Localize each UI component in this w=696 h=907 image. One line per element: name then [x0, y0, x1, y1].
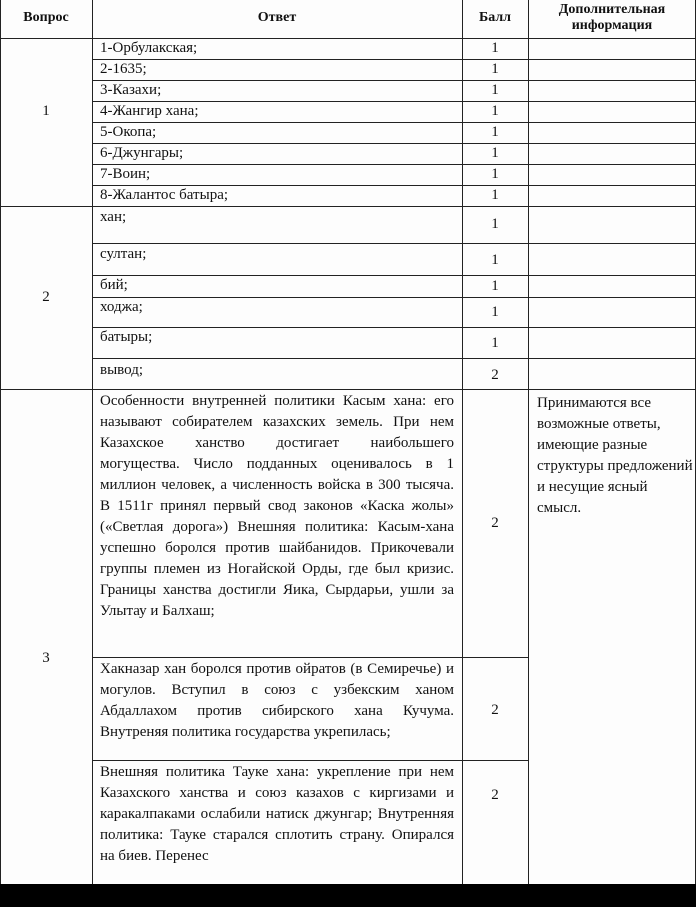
answer-cell: вывод;: [100, 362, 144, 378]
grid-line: [92, 327, 696, 328]
score-cell: 1: [491, 82, 499, 98]
grid-line: [92, 358, 696, 359]
score-cell: 1: [491, 61, 499, 77]
grid-line: [92, 760, 529, 761]
answer-paragraph: Внешняя политика Тауке хана: укрепление при нем Казахского ханства и союз казахов с киргизами и каракалпаками ослабили натиск джунгар; Внутренняя политика: Тауке старался сплотить страну. Опирался на биев. Перенес: [100, 764, 454, 864]
header-extra: Дополнительная информация: [558, 2, 666, 33]
score-cell: 2: [491, 787, 499, 803]
answer-cell: 1-Орбулакская;: [100, 40, 198, 56]
grid-line: [0, 0, 1, 884]
grid-line: [92, 0, 93, 884]
answer-cell: 2-1635;: [100, 61, 147, 77]
answer-cell: батыры;: [100, 329, 153, 345]
answer-cell: 3-Казахи;: [100, 82, 162, 98]
question-number-1: 1: [42, 103, 50, 119]
score-cell: 2: [491, 702, 499, 718]
grid-line: [92, 164, 696, 165]
answer-cell: 8-Жалантос батыра;: [100, 187, 229, 203]
score-cell: 1: [491, 166, 499, 182]
grid-line: [528, 0, 529, 884]
question-number-3: 3: [42, 650, 50, 666]
grid-line: [0, 389, 696, 390]
grid-line: [92, 122, 696, 123]
score-cell: 1: [491, 40, 499, 56]
score-cell: 1: [491, 124, 499, 140]
score-cell: 1: [491, 103, 499, 119]
grid-line: [92, 297, 696, 298]
score-cell: 2: [491, 515, 499, 531]
answer-cell: ходжа;: [100, 299, 143, 315]
grid-line: [92, 275, 696, 276]
grid-line: [92, 243, 696, 244]
header-score: Балл: [478, 10, 512, 25]
answer-paragraph: Хакназар хан боролся против ойратов (в Семиречье) и могулов. Вступил в союз с узбекским ханом Абдаллахом против сибирского хана Кучума. Внутреняя политика государства укрепилась;: [100, 661, 454, 740]
screen-bottom-bar: [0, 884, 696, 907]
answer-cell: 7-Воин;: [100, 166, 151, 182]
answer-cell: хан;: [100, 209, 127, 225]
score-cell: 1: [491, 304, 499, 320]
score-cell: 1: [491, 187, 499, 203]
answer-cell: 6-Джунгары;: [100, 145, 184, 161]
score-cell: 1: [491, 252, 499, 268]
score-cell: 2: [491, 367, 499, 383]
answer-paragraph: Особенности внутренней политики Касым хана: его называют собирателем казахских земель. При нем Казахское ханство достигает наибольшего могущества. Число подданных оценивалось в 1 миллион человек, а численность войска в 300 тысяча. В 1511г принял первый свод законов «Каска жолы» («Светлая дорога») Внешняя политика: Касым-хана успешно боролся против шайбанидов. Прикочевали группы племен из Ногайской Орды, где был кризис. Границы ханства достигли Яика, Сырдарьи, ушли за Улытау и Балхаш;: [100, 393, 454, 619]
answer-cell: бий;: [100, 277, 128, 293]
grid-line: [92, 59, 696, 60]
score-cell: 1: [491, 145, 499, 161]
score-cell: 1: [491, 335, 499, 351]
grid-line: [92, 80, 696, 81]
extra-info-note: Принимаются все возможные ответы, имеющие разные структуры предложений и несущие ясный смысл.: [537, 395, 693, 516]
answer-cell: султан;: [100, 246, 147, 262]
score-cell: 1: [491, 216, 499, 232]
answer-cell: 4-Жангир хана;: [100, 103, 199, 119]
header-answer: Ответ: [257, 10, 297, 25]
header-question: Вопрос: [23, 10, 69, 25]
answer-cell: 5-Окопа;: [100, 124, 157, 140]
question-number-2: 2: [42, 289, 50, 305]
grid-line: [92, 657, 529, 658]
score-cell: 1: [491, 278, 499, 294]
